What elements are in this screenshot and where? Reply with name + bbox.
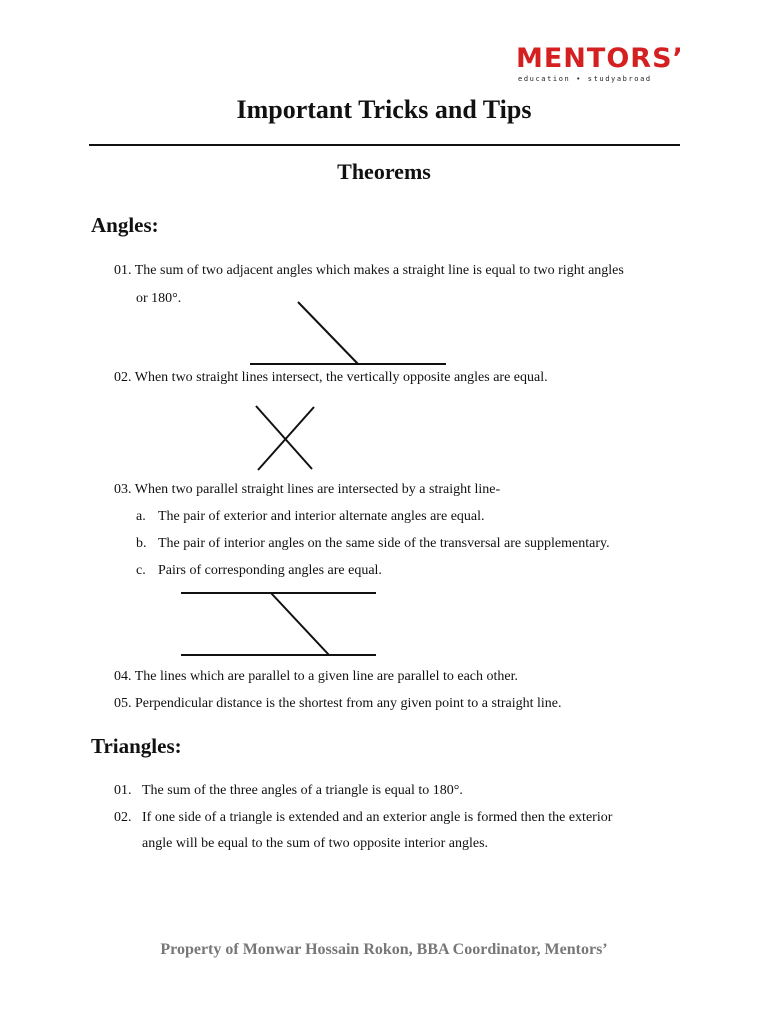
- logo-name: MENTORS’: [516, 43, 684, 74]
- angles-item-01-line1: 01. The sum of two adjacent angles which makes a straight line is equal to two right angles: [114, 263, 624, 278]
- mentors-logo: [516, 43, 684, 86]
- title-divider: [89, 144, 680, 146]
- angles-subitem-b-text: The pair of interior angles on the same side of the transversal are supplementary.: [158, 536, 610, 551]
- angles-subitem-a-text: The pair of exterior and interior alternate angles are equal.: [158, 509, 485, 524]
- triangles-item-01-text: The sum of the three angles of a triangle is equal to 180°.: [142, 783, 463, 798]
- section-heading-angles: Angles:: [91, 213, 159, 237]
- triangles-item-02-number: 02.: [114, 810, 132, 825]
- angles-subitem-c-text: Pairs of corresponding angles are equal.: [158, 563, 382, 578]
- angles-subitem-c-marker: c.: [136, 563, 146, 578]
- angles-item-04: 04. The lines which are parallel to a given line are parallel to each other.: [114, 669, 519, 684]
- angles-item-02: 02. When two straight lines intersect, the vertically opposite angles are equal.: [114, 370, 548, 385]
- angles-subitem-a-marker: a.: [136, 509, 146, 524]
- triangles-item-01-number: 01.: [114, 783, 132, 798]
- angles-item-01-line2: or 180°.: [136, 291, 182, 306]
- page-subtitle: Theorems: [337, 159, 431, 184]
- logo-tagline: education • studyabroad: [518, 75, 652, 83]
- vertically-opposite-angles-figure: [252, 403, 318, 473]
- angles-item-05: 05. Perpendicular distance is the shortest from any given point to a straight line.: [114, 696, 562, 711]
- page-footer: Property of Monwar Hossain Rokon, BBA Coordinator, Mentors’: [160, 941, 608, 958]
- angles-item-03: 03. When two parallel straight lines are intersected by a straight line-: [114, 482, 501, 497]
- triangles-item-02-line2: angle will be equal to the sum of two opposite interior angles.: [142, 836, 489, 851]
- angles-subitem-b-marker: b.: [136, 536, 147, 551]
- parallel-lines-transversal-figure: [178, 588, 380, 660]
- triangles-item-02-line1: If one side of a triangle is extended and an exterior angle is formed then the exterior: [142, 810, 613, 825]
- adjacent-angles-figure: [248, 298, 450, 368]
- page-title: Important Tricks and Tips: [236, 95, 532, 124]
- section-heading-triangles: Triangles:: [91, 734, 182, 758]
